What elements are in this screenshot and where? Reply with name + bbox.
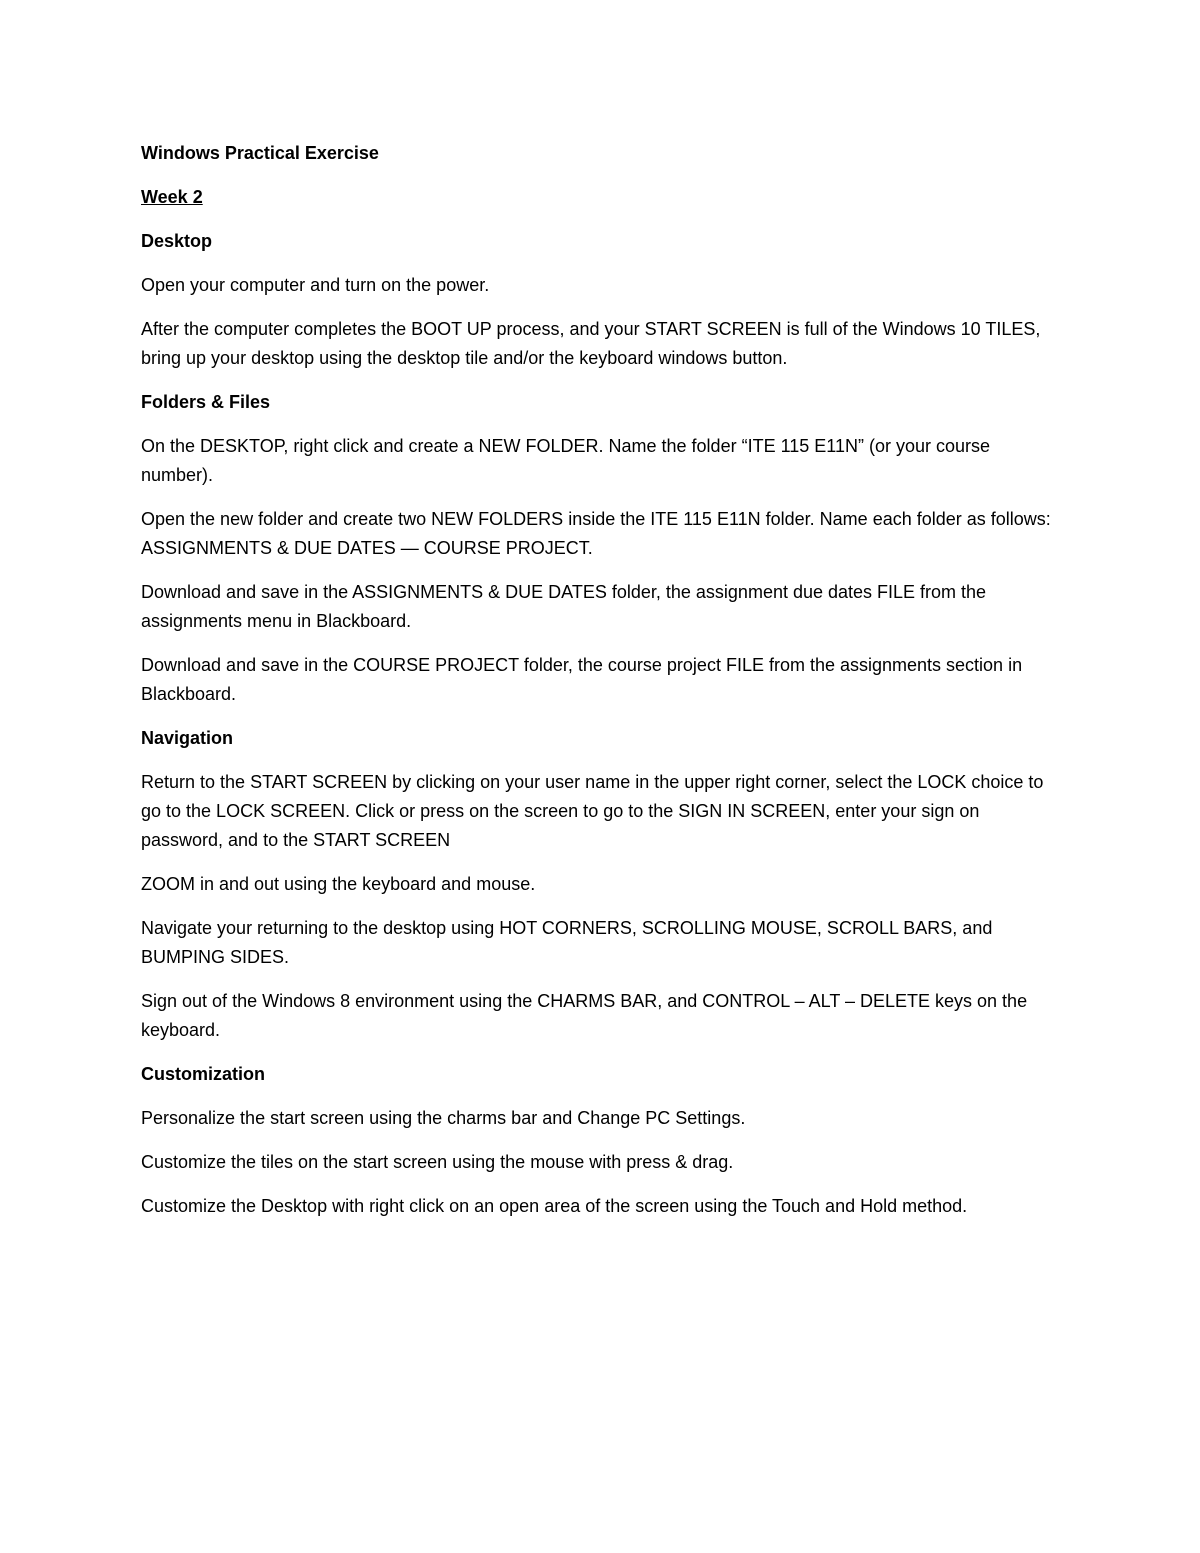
week-label: Week 2: [141, 187, 203, 207]
section-heading-navigation: Navigation: [141, 728, 234, 748]
paragraph: Open the new folder and create two NEW FOLDERS inside the ITE 115 E11N folder. Name each folder as follows: ASSIGNMENTS & DUE DATES — COURSE PROJECT.: [141, 509, 1051, 558]
paragraph: Navigate your returning to the desktop using HOT CORNERS, SCROLLING MOUSE, SCROLL BARS, and BUMPING SIDES.: [141, 918, 993, 967]
paragraph: Open your computer and turn on the power.: [141, 275, 490, 295]
paragraph: Customize the Desktop with right click on an open area of the screen using the Touch and Hold method.: [141, 1196, 968, 1216]
section-heading-folders-files: Folders & Files: [141, 392, 271, 412]
paragraph: Download and save in the ASSIGNMENTS & DUE DATES folder, the assignment due dates FILE from the assignments menu in Blackboard.: [141, 582, 987, 631]
document-body: [141, 139, 1061, 1236]
paragraph: Customize the tiles on the start screen using the mouse with press & drag.: [141, 1152, 734, 1172]
section-heading-desktop: Desktop: [141, 231, 213, 251]
paragraph: On the DESKTOP, right click and create a NEW FOLDER. Name the folder “ITE 115 E11N” (or your course number).: [141, 436, 990, 485]
paragraph: After the computer completes the BOOT UP process, and your START SCREEN is full of the Windows 10 TILES, bring up your desktop using the desktop tile and/or the keyboard windows button.: [141, 319, 1041, 368]
document-title: Windows Practical Exercise: [141, 143, 379, 163]
paragraph: Sign out of the Windows 8 environment using the CHARMS BAR, and CONTROL – ALT – DELETE keys on the keyboard.: [141, 991, 1028, 1040]
paragraph: Return to the START SCREEN by clicking on your user name in the upper right corner, select the LOCK choice to go to the LOCK SCREEN. Click or press on the screen to go to the SIGN IN SCREEN, enter your sign on password, and to the START SCREEN: [141, 772, 1044, 850]
section-heading-customization: Customization: [141, 1064, 265, 1084]
paragraph: Personalize the start screen using the charms bar and Change PC Settings.: [141, 1108, 746, 1128]
paragraph: ZOOM in and out using the keyboard and mouse.: [141, 874, 536, 894]
paragraph: Download and save in the COURSE PROJECT folder, the course project FILE from the assignments section in Blackboard.: [141, 655, 1023, 704]
